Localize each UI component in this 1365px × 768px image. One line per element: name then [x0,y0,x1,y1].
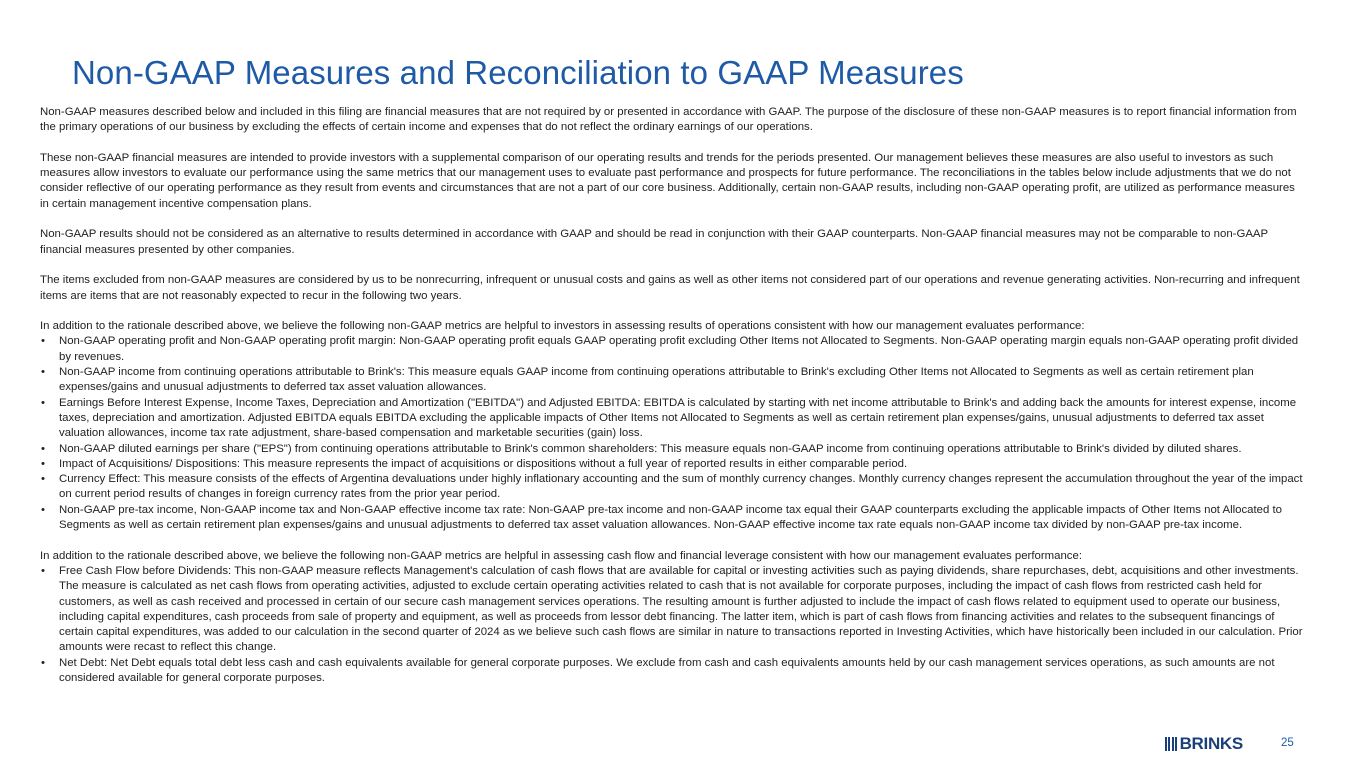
bullet-item: • Non-GAAP pre-tax income, Non-GAAP income tax and Non-GAAP effective income tax rate: Non-GAAP pre-tax income and non-GAAP income tax equal their GAAP counterparts excluding the applicable impacts of Other Items not Allocated to Segments as well as certain retirement plan expenses/gains and unusual adjustments to deferred tax asset valuation allowances. Non-GAAP effective income tax rate equals non-GAAP income tax divided by non-GAAP pre-tax income. [40,503,1304,534]
paragraph: The items excluded from non-GAAP measures are considered by us to be nonrecurring, infrequent or unusual costs and gains as well as other items not considered part of our operations and revenue generating activities. Non-recurring and infrequent items are items that are not reasonably expected to recur in the following two years. [40,274,1300,302]
bullet-item: • Impact of Acquisitions/ Dispositions: This measure represents the impact of acquisitions or dispositions without a full year of reported results in either comparable period. [40,457,1304,472]
bullet-item: • Non-GAAP operating profit and Non-GAAP operating profit margin: Non-GAAP operating profit equals GAAP operating profit excluding Other Items not Allocated to Segments. Non-GAAP operating margin equals non-GAAP operating profit divided by revenues. [40,334,1304,365]
bullet-item: • Non-GAAP income from continuing operations attributable to Brink's: This measure equals GAAP income from continuing operations attributable to Brink's excluding Other Items not Allocated to Segments as well as certain retirement plan expenses/gains and unusual adjustments to deferred tax asset valuation allowances. [40,365,1304,396]
bullet-item: • Non-GAAP diluted earnings per share ("EPS") from continuing operations attributable to Brink's common shareholders: This measure equals non-GAAP income from continuing operations attributable to Brink's divided by diluted shares. [40,442,1304,457]
page-title: Non-GAAP Measures and Reconciliation to GAAP Measures [72,54,964,91]
body-content [40,105,1304,702]
bullet-item: • Net Debt: Net Debt equals total debt less cash and cash equivalents available for general corporate purposes. We exclude from cash and cash equivalents amounts held by our cash management services operations, as such amounts are not considered available for general corporate purposes. [40,656,1304,687]
cash-flow-intro: In addition to the rationale described above, we believe the following non-GAAP metrics are helpful in assessing cash flow and financial leverage consistent with how our management evaluates performance: [40,549,1082,562]
cash-flow-bullet-list [40,564,1304,686]
paragraph: Non-GAAP measures described below and included in this filing are financial measures that are not required by or presented in accordance with GAAP. The purpose of the disclosure of these non-GAAP measures is to report financial information from the primary operations of our business by excluding the effects of certain income and expenses that do not reflect the ordinary earnings of our operations. [40,106,1297,134]
bullet-item: • Free Cash Flow before Dividends: This non-GAAP measure reflects Management's calculation of cash flows that are available for capital or investing activities such as paying dividends, share repurchases, debt, acquisitions and other investments. The measure is calculated as net cash flows from operating activities, adjusted to exclude certain operating activities related to cash that is not available for corporate purposes, including the impact of cash flows from restricted cash held for customers, as well as cash received and processed in certain of our secure cash management services operations. The resulting amount is further adjusted to include the impact of cash flows related to equipment used to operate our business, including capital expenditures, cash proceeds from sale of property and equipment, as well as proceeds from lessor debt financing. The latter item, which is part of cash flows from financing activities and relates to the subsequent financings of certain capital expenditures, was added to our calculation in the second quarter of 2024 as we believe such cash flows are similar in nature to transactions reported in Investing Activities, which have historically been included in our calculation. Prior amounts were recast to reflect this change. [40,564,1304,656]
paragraph: Non-GAAP results should not be considered as an alternative to results determined in accordance with GAAP and should be read in conjunction with their GAAP counterparts. Non-GAAP financial measures may not be comparable to non-GAAP financial measures presented by other companies. [40,228,1268,256]
paragraph: These non-GAAP financial measures are intended to provide investors with a supplemental comparison of our operating results and trends for the periods presented. Our management believes these measures are also useful to investors as such measures allow investors to evaluate our performance using the same metrics that our management uses to evaluate past performance and prospects for future performance. The reconciliations in the tables below include adjustments that we do not consider reflective of our operating performance as they result from events and circumstances that are not a part of our core business. Additionally, certain non-GAAP results, including non-GAAP operating profit, are utilized as performance measures in certain management incentive compensation plans. [40,151,1295,210]
operations-bullet-list [40,334,1304,533]
operations-intro: In addition to the rationale described above, we believe the following non-GAAP metrics are helpful to investors in assessing results of operations consistent with how our management evaluates performance: [40,320,1085,333]
brinks-logo [1165,735,1243,752]
logo-bars-icon [1165,737,1179,751]
logo-wordmark: BRINKS [1179,734,1243,753]
page-number: 25 [1281,737,1294,749]
bullet-item: • Currency Effect: This measure consists of the effects of Argentina devaluations under highly inflationary accounting and the sum of monthly currency changes. Monthly currency changes represent the accumulation throughout the year of the impact on current period results of changes in foreign currency rates from the prior year period. [40,472,1304,503]
bullet-item: • Earnings Before Interest Expense, Income Taxes, Depreciation and Amortization ("EBITDA") and Adjusted EBITDA: EBITDA is calculated by starting with net income attributable to Brink's and adding back the amounts for interest expense, income taxes, depreciation and amortization. Adjusted EBITDA equals EBITDA excluding the applicable impacts of Other Items not Allocated to Segments as well as certain retirement plan expenses/gains, unusual adjustments to deferred tax asset valuation allowances, income tax rate adjustment, share-based compensation and marketable securities (gain) loss. [40,396,1304,442]
